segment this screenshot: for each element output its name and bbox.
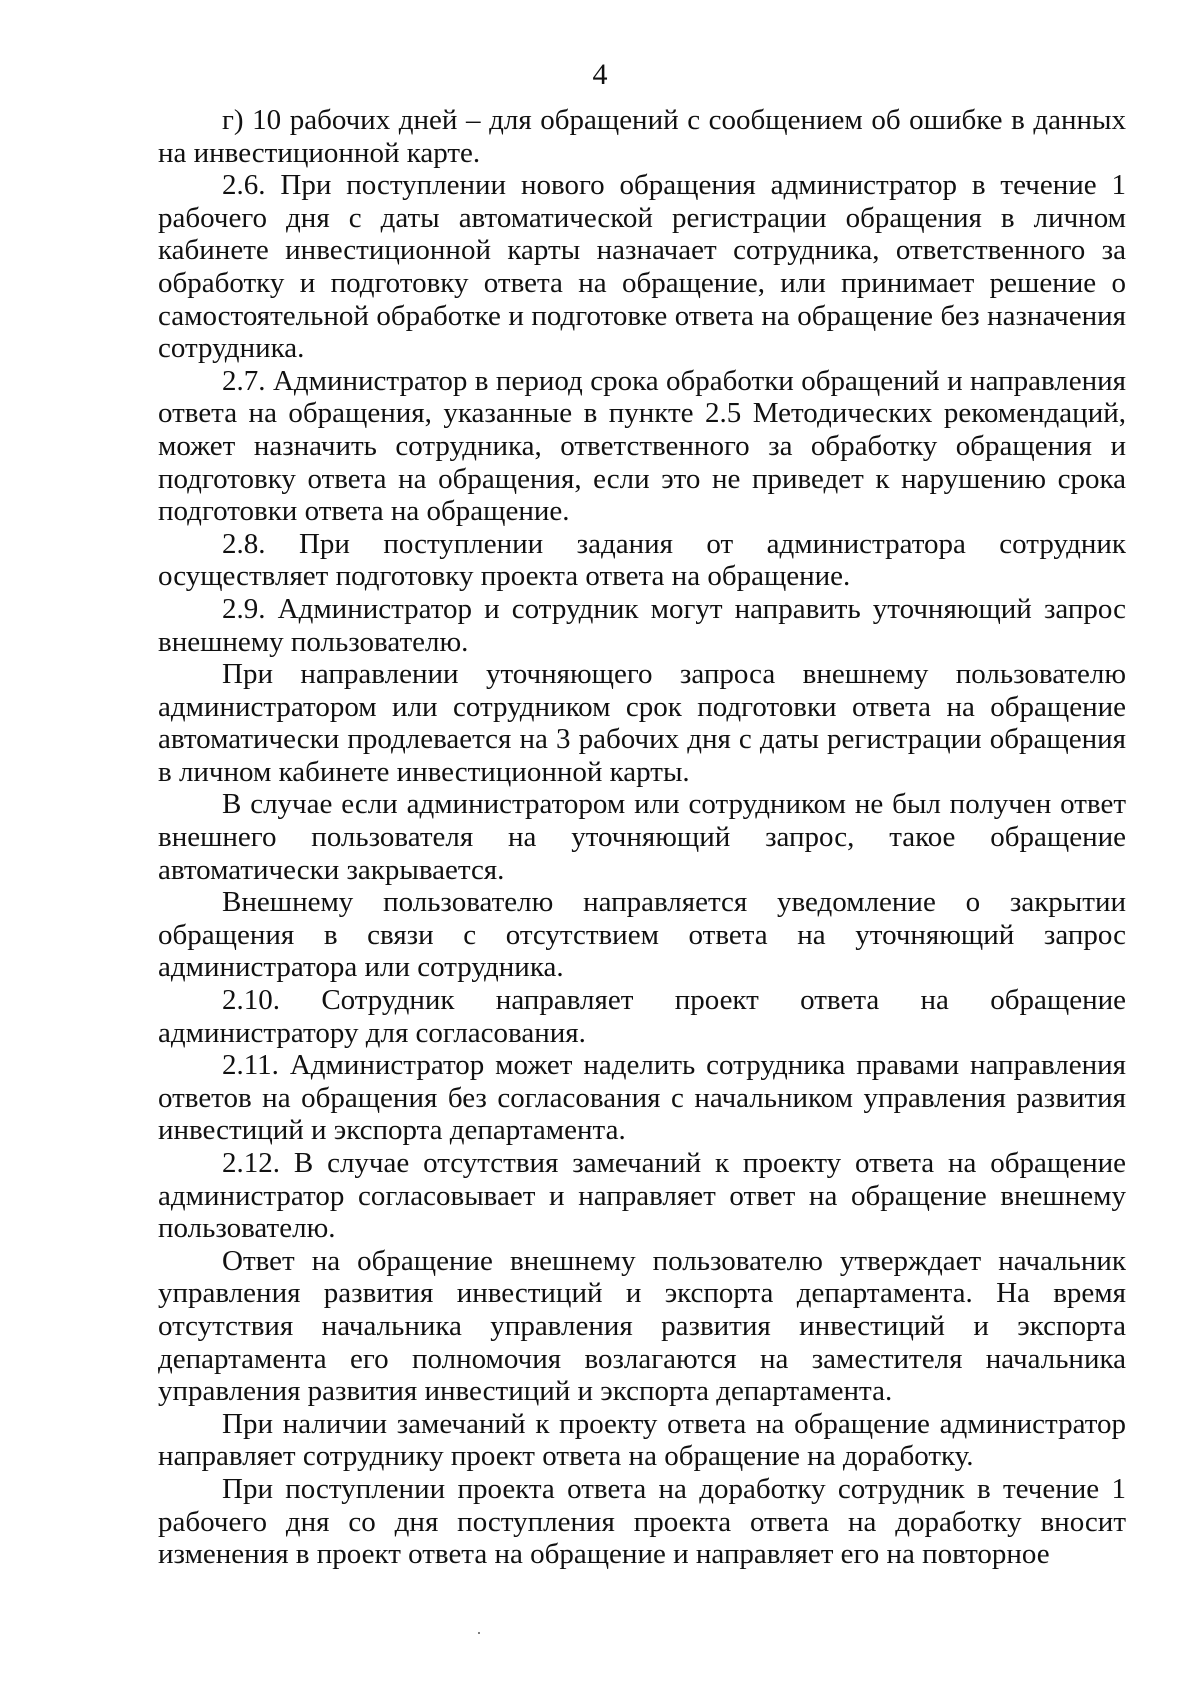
paragraph-2-7: 2.7. Администратор в период срока обработки обращений и направления ответа на обращения, указанные в пункте 2.5 Методических рекомендаций, может назначить сотрудника, ответственного за обработку обращения и подготовку ответа на обращения, если это не приведет к нарушению срока подготовки ответа на обращение. [158,364,1126,528]
paragraph-item-g: г) 10 рабочих дней – для обращений с сообщением об ошибке в данных на инвестиционной карте. [158,104,1126,169]
paragraph-auto-close: В случае если администратором или сотрудником не был получен ответ внешнего пользователя на уточняющий запрос, такое обращение автоматически закрывается. [158,788,1126,886]
paragraph-2-10: 2.10. Сотрудник направляет проект ответа на обращение администратору для согласования. [158,984,1126,1049]
paragraph-revision: При поступлении проекта ответа на доработку сотрудник в течение 1 рабочего дня со дня поступления проекта ответа на доработку вносит изменения в проект ответа на обращение и направляет его на повторное [158,1472,1126,1571]
paragraph-2-6: 2.6. При поступлении нового обращения администратор в течение 1 рабочего дня с даты автоматической регистрации обращения в личном кабинете инвестиционной карты назначает сотрудника, ответственного за обработку и подготовку ответа на обращение, или принимает решение о самостоятельной обработке и подготовке ответа на обращение без назначения сотрудника. [158,169,1126,365]
document-body [158,104,1126,1571]
paragraph-2-8: 2.8. При поступлении задания от администратора сотрудник осуществляет подготовку проекта ответа на обращение. [158,527,1126,593]
scan-speck [478,1632,480,1634]
paragraph-clarifying-request: При направлении уточняющего запроса внешнему пользователю администратором или сотрудником срок подготовки ответа на обращение автоматически продлевается на 3 рабочих дня с даты регистрации обращения в личном кабинете инвестиционной карты. [158,658,1126,788]
paragraph-2-11: 2.11. Администратор может наделить сотрудника правами направления ответов на обращения без согласования с начальником управления развития инвестиций и экспорта департамента. [158,1049,1126,1147]
page-number: 4 [592,58,608,91]
paragraph-close-notification: Внешнему пользователю направляется уведомление о закрытии обращения в связи с отсутствием ответа на уточняющий запрос администратора или сотрудника. [158,886,1126,984]
paragraph-2-12: 2.12. В случае отсутствия замечаний к проекту ответа на обращение администратор согласовывает и направляет ответ на обращение внешнему пользователю. [158,1147,1126,1245]
paragraph-2-9: 2.9. Администратор и сотрудник могут направить уточняющий запрос внешнему пользователю. [158,592,1126,658]
paragraph-approval: Ответ на обращение внешнему пользователю утверждает начальник управления развития инвестиций и экспорта департамента. На время отсутствия начальника управления развития инвестиций и экспорта департамента его полномочия возлагаются на заместителя начальника управления развития инвестиций и экспорта департамента. [158,1244,1126,1408]
paragraph-remarks: При наличии замечаний к проекту ответа на обращение администратор направляет сотруднику проект ответа на обращение на доработку. [158,1407,1126,1473]
